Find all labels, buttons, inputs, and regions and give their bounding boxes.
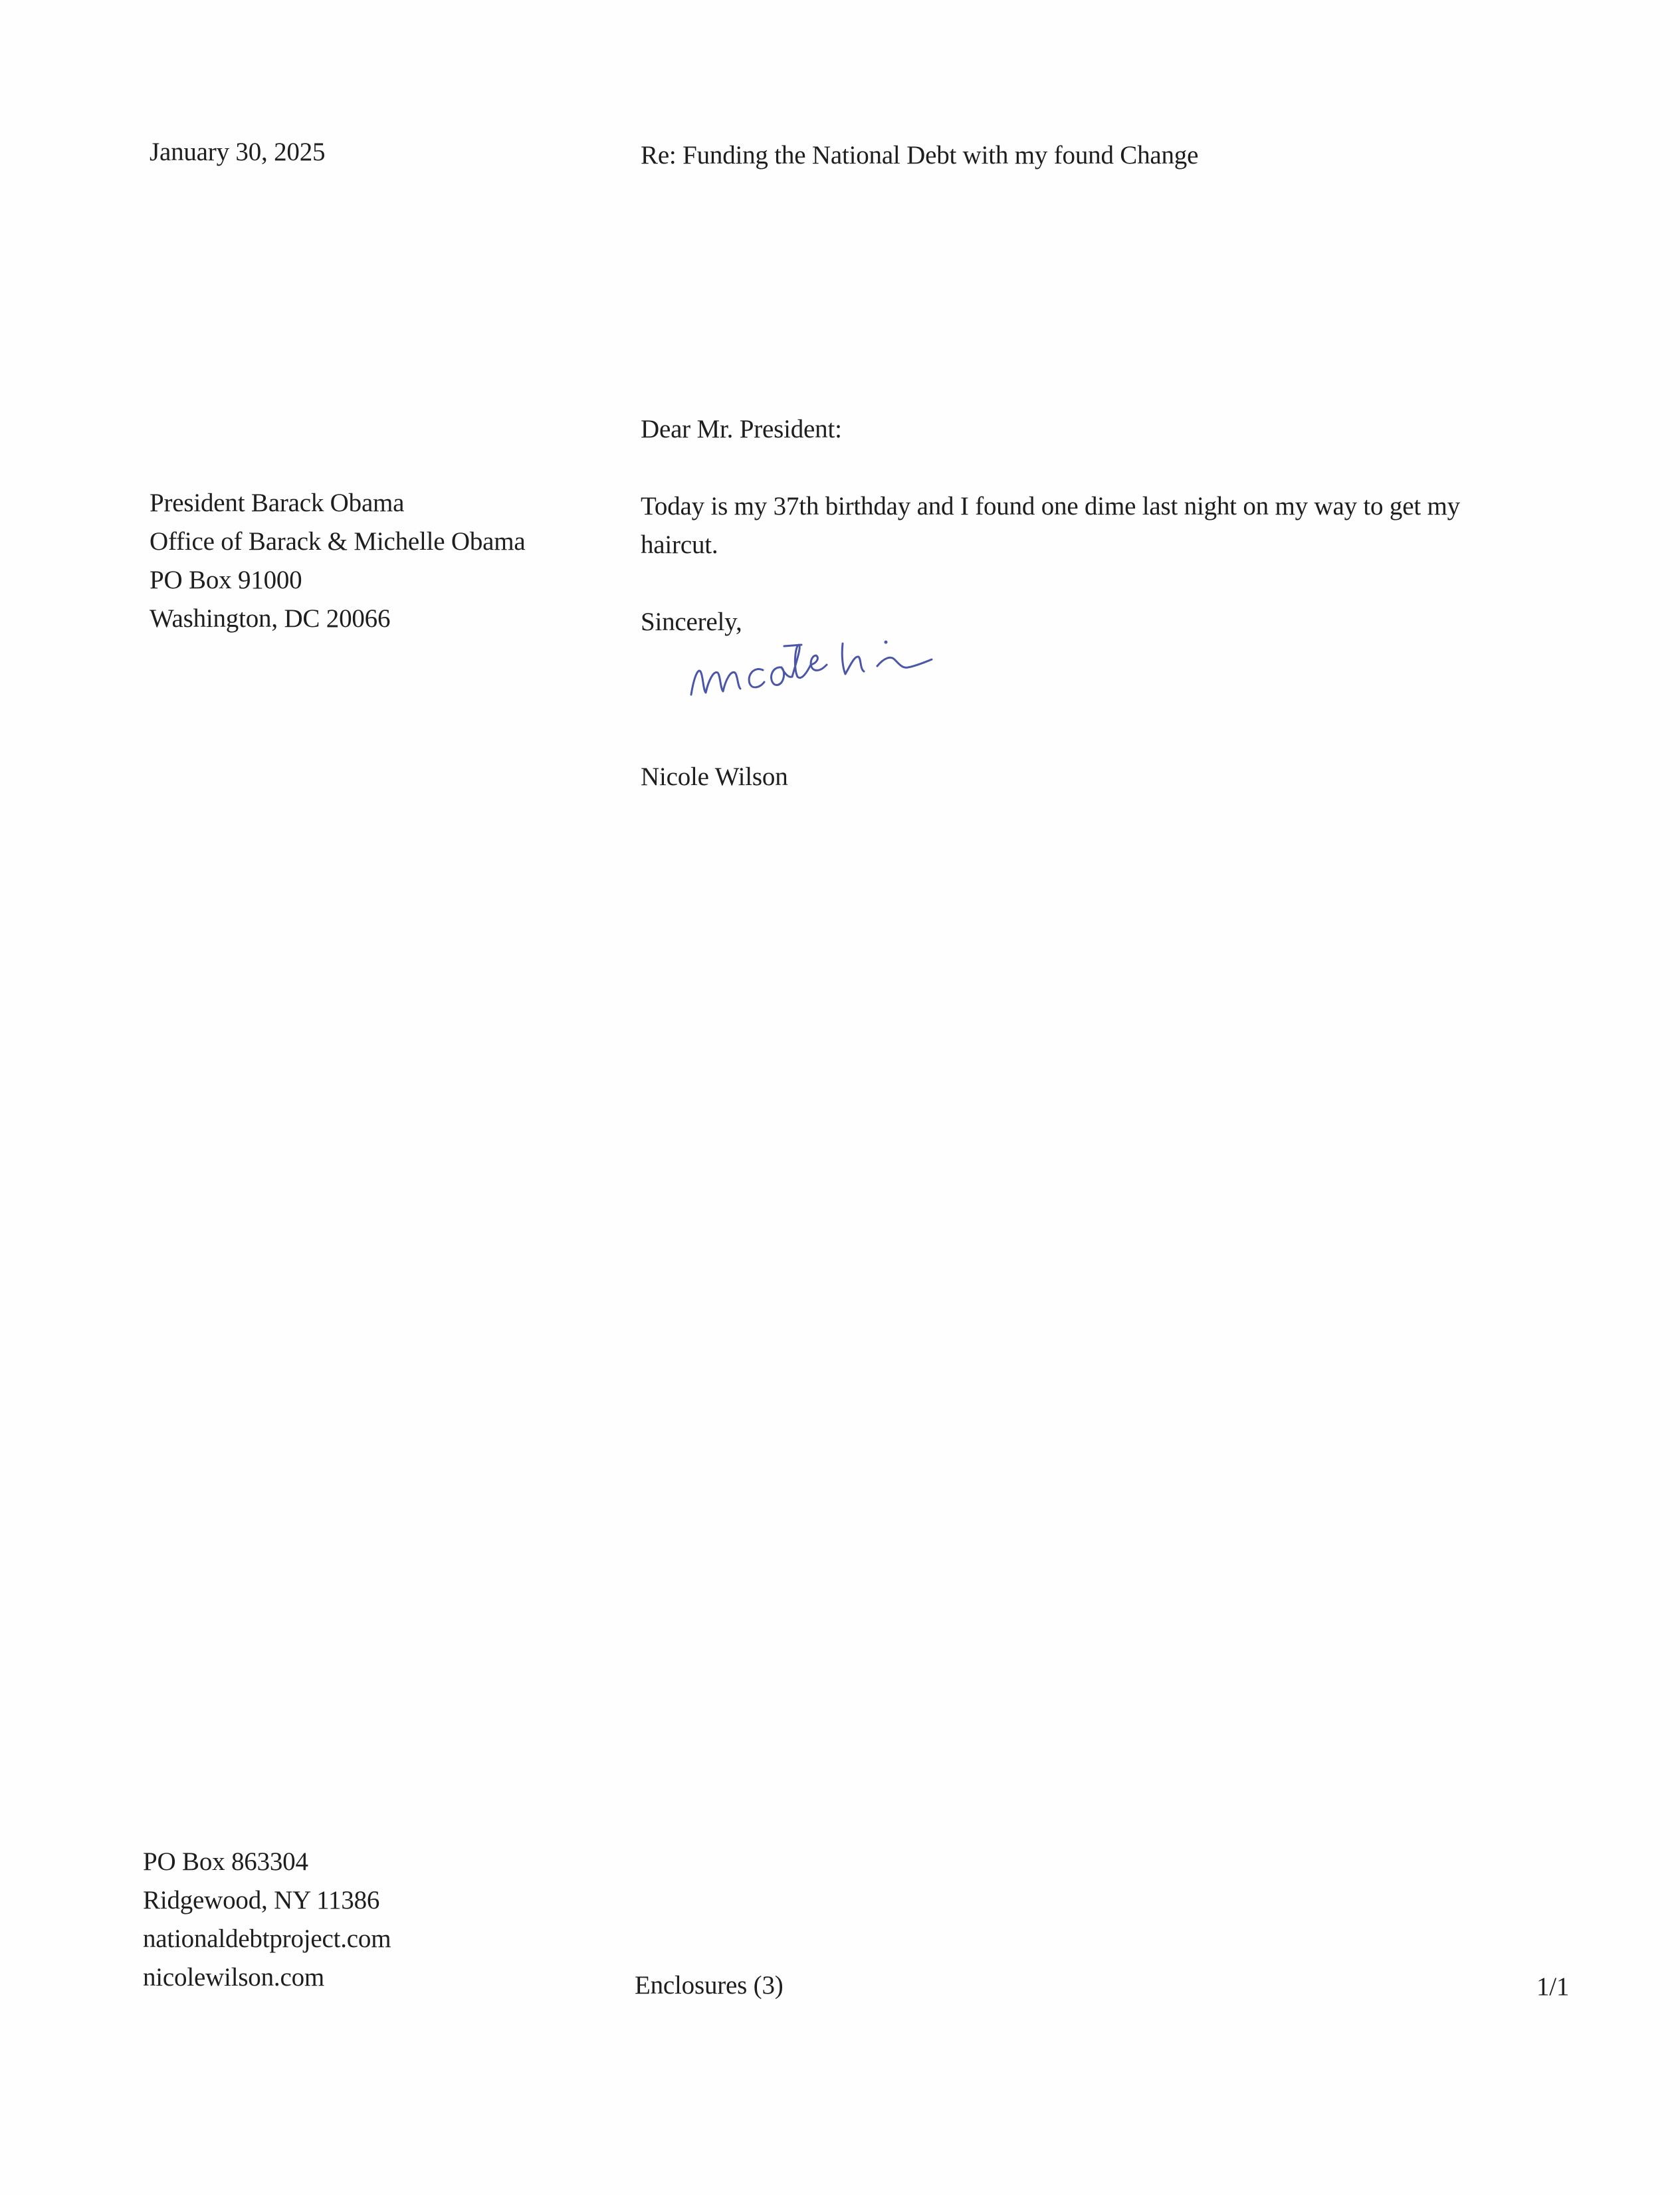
recipient-city-state-zip: Washington, DC 20066 (150, 604, 391, 633)
letter-subject: Re: Funding the National Debt with my found Change (641, 141, 1199, 170)
signer-name: Nicole Wilson (641, 762, 788, 791)
enclosures-note: Enclosures (3) (635, 1971, 784, 2000)
handwritten-signature-icon (684, 612, 1003, 731)
sender-po-box: PO Box 863304 (143, 1847, 308, 1876)
recipient-office: Office of Barack & Michelle Obama (150, 527, 526, 556)
letter-date: January 30, 2025 (150, 138, 326, 166)
page-number: 1/1 (1536, 1972, 1570, 2001)
recipient-po-box: PO Box 91000 (150, 566, 302, 594)
sender-address (143, 1843, 391, 1997)
recipient-name: President Barack Obama (150, 489, 405, 517)
recipient-address (150, 484, 526, 638)
closing: Sincerely, (641, 608, 742, 636)
sender-website-1: nationaldebtproject.com (143, 1924, 391, 1953)
sender-city-state-zip: Ridgewood, NY 11386 (143, 1886, 380, 1914)
sender-website-2: nicolewilson.com (143, 1963, 324, 1992)
letter-body: Today is my 37th birthday and I found one dime last night on my way to get my haircut. (641, 492, 1460, 559)
salutation: Dear Mr. President: (641, 415, 842, 443)
